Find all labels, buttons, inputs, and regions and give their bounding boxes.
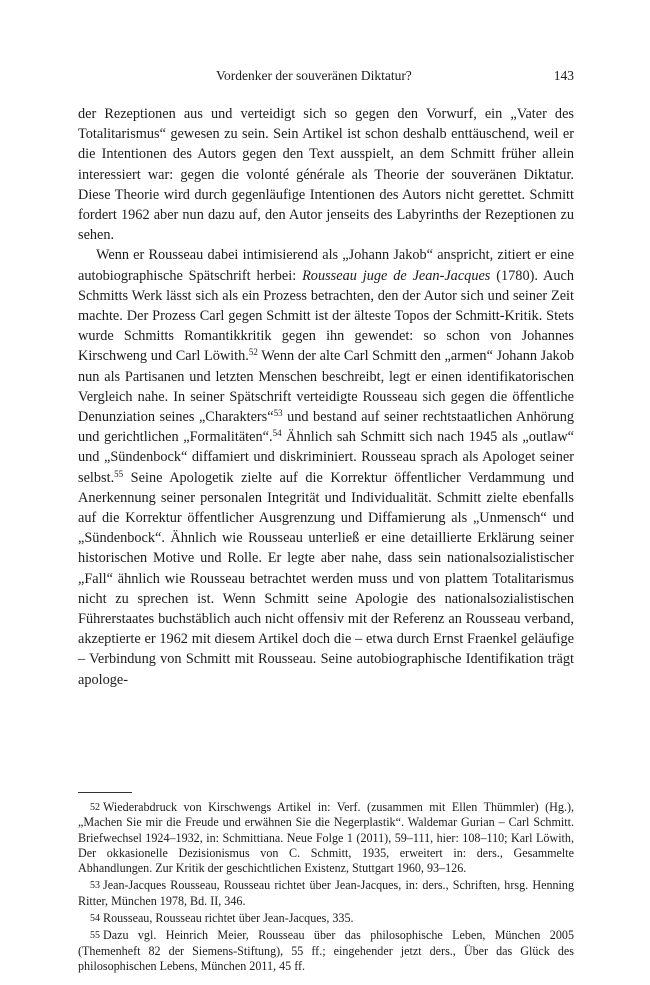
paragraph-2-text-a: Wenn er Rousseau dabei intimisierend als „Johann Jakob“ anspricht, zitiert er eine autobiographische Spätschrift herbei:: [78, 247, 574, 284]
footnote-text: Jean-Jacques Rousseau, Rousseau richtet über Jean-Jacques, in: ders., Schriften, hrsg. Henning Ritter, München 1978, Bd. II, 346.: [78, 878, 574, 908]
paragraph-2-text-f: Ähnlich sah Schmitt sich nach 1945 als „outlaw“ und „Sündenbock“ diffamiert und diskriminiert. Rousseau sprach als Apologet seiner selbst.: [78, 429, 574, 486]
footnote-text: Wiederabdruck von Kirschwengs Artikel in: Verf. (zusammen mit Ellen Thümmler) (Hg.), „Machen Sie mir die Freude und erwähnen Sie die Negerplastik“. Waldemar Gurian – Carl Schmitt. Briefwechsel 1924–1932, in: Schmittiana. Neue Folge 1 (2011), 59–111, hier: 108–110; Karl Löwith, Der okkasionelle Dezisionismus von C. Schmitt, 1935, erweitert in: ders., Gesammelte Abhandlungen. Zur Kritik der geschichtlichen Existenz, Stuttgart 1960, 93–126.: [78, 800, 574, 876]
footnote-54: [78, 911, 574, 926]
footnote-number: 53: [90, 880, 100, 892]
paragraph-2-text-e: und bestand auf seiner rechtstaatlichen Anhörung und gerichtlichen „Formalitäten“.: [78, 409, 574, 446]
page-number: 143: [553, 68, 574, 83]
footnote-number: 54: [90, 913, 100, 925]
paragraph-2-text-c: (1780). Auch Schmitts Werk lässt sich als ein Prozess betrachten, den der Autor sich und seiner Zeit machte. Der Prozess Carl gegen Schmitt ist der älteste Topos der Schmitt-Kritik. Stets wurde Schmitts Romantikkritik gegen ihn gewendet: so schon von Johannes Kirschweng und Carl Löwith.: [78, 267, 574, 365]
paragraph-2: [78, 245, 574, 689]
footnote-text: Dazu vgl. Heinrich Meier, Rousseau über das philosophische Leben, München 2005 (Themenheft 82 der Siemens-Stiftung), 55 ff.; eingehender jetzt ders., Über das Glück des philosophischen Lebens, München 2011, 45 ff.: [78, 928, 574, 973]
paragraph-1: der Rezeptionen aus und verteidigt sich so gegen den Vorwurf, ein „Vater des Totalitarismus“ gewesen zu sein. Sein Artikel ist schon deshalb enttäuschend, weil er die Intentionen des Autors gegen den Text ausspielt, an dem Schmitt früher allein interessiert war: gegen die volonté générale als Theorie der souveränen Diktatur. Diese Theorie wird durch gegenläufige Intentionen des Autors nicht gerettet. Schmitt fordert 1962 aber nun dazu auf, den Autor jenseits des Labyrinths der Rezeptionen zu sehen.: [78, 106, 574, 244]
footnote-number: 52: [90, 802, 100, 813]
footnotes: [78, 800, 574, 976]
footnote-55: [78, 928, 574, 974]
footnote-ref-52: 52: [248, 347, 258, 358]
book-title-italic: Rousseau juge de Jean-Jacques: [302, 267, 491, 284]
paragraph-2-text-g: Seine Apologetik zielte auf die Korrektur öffentlicher Verdammung und Anerkennung seiner personalen Integrität und Individualität. Schmitt zielte ebenfalls auf die Korrektur öffentlicher Ausgrenzung und Diffamierung als „Unmensch“ und „Sündenbock“. Ähnlich wie Rousseau unterließ er eine detaillierte Erklärung seiner historischen Motive und Rolle. Er legte aber nahe, dass sein nationalsozialistischer „Fall“ ähnlich wie Rousseau betrachtet werden muss und von plattem Totalitarismus nicht zu sprechen ist. Wenn Schmitt seine Apologie des nationalsozialistischen Führerstaates buchstäblich auch nicht offensiv mit der Referenz an Rousseau verband, akzeptierte er 1962 mit diesem Artikel doch die – etwa durch Ernst Fraenkel geläufige – Verbindung von Schmitt mit Rousseau. Seine autobiographische Identifikation trägt apologe-: [78, 469, 574, 688]
footnote-ref-54: 54: [272, 428, 282, 439]
footnote-ref-55: 55: [114, 468, 124, 479]
footnote-separator: [78, 792, 132, 793]
running-title: Vordenker der souveränen Diktatur?: [216, 68, 412, 83]
footnote-52: [78, 800, 574, 876]
footnote-number: 55: [90, 930, 100, 942]
running-header: [78, 66, 574, 86]
footnote-ref-53: 53: [273, 408, 283, 419]
footnote-text: Rousseau, Rousseau richtet über Jean-Jacques, 335.: [103, 911, 354, 926]
paragraph-2-text-d: Wenn der alte Carl Schmitt den „armen“ Johann Jakob nun als Partisanen und letzten Menschen beschreibt, legt er einen identifikatorischen Vergleich nahe. In seiner Spätschrift verteidigte Rousseau sich gegen die öffentliche Denunziation seines „Charakters“: [78, 348, 574, 426]
footnote-53: [78, 878, 574, 909]
main-text: [78, 104, 574, 690]
